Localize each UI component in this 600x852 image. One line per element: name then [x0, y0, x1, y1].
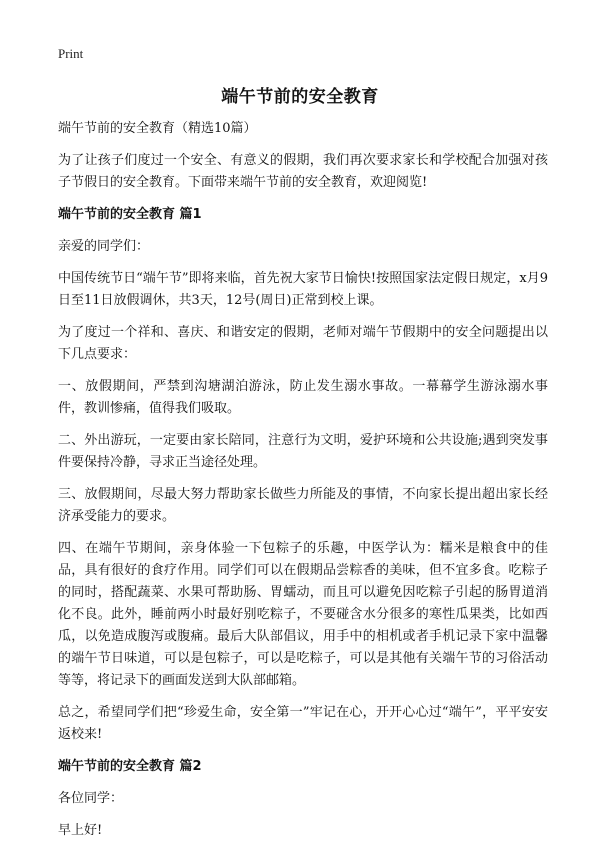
article-intro: 为了让孩子们度过一个安全、有意义的假期，我们再次要求家长和学校配合加强对孩子节假日的安全教育。下面带来端午节前的安全教育，欢迎阅览!	[58, 153, 548, 190]
page-title: 端午节前的安全教育	[221, 87, 379, 107]
print-link[interactable]: Print	[58, 46, 84, 61]
paragraph: 三、放假期间，尽最大努力帮助家长做些力所能及的事情，不向家长提出超出家长经济承受能力的要求。	[58, 487, 548, 524]
paragraph: 早上好!	[58, 823, 103, 838]
paragraph: 一、放假期间，严禁到沟塘湖泊游泳，防止发生溺水事故。一幕幕学生游泳溺水事件，教训惨痛，值得我们吸取。	[58, 379, 548, 416]
paragraph: 二、外出游玩，一定要由家长陪同，注意行为文明，爱护环境和公共设施;遇到突发事件要保持冷静，寻求正当途径处理。	[58, 433, 548, 470]
article-subtitle: 端午节前的安全教育（精选10篇）	[58, 121, 257, 136]
paragraph: 四、在端午节期间，亲身体验一下包粽子的乐趣，中医学认为：糯米是粮食中的佳品，具有很好的食疗作用。同学们可以在假期品尝粽香的美味，但不宜多食。吃粽子的同时，搭配蔬菜、水果可帮助肠、胃蠕动，而且可以避免因吃粽子引起的肠胃道消化不良。此外，睡前两小时最好别吃粽子，不要碰含水分很多的寒性瓜果类，比如西瓜，以免造成腹泻或腹痛。最后大队部倡议，用手中的相机或者手机记录下家中温馨的端午节日味道，可以是包粽子，可以是吃粽子，可以是其他有关端午节的习俗活动等等，将记录下的画面发送到大队部邮箱。	[58, 541, 548, 688]
paragraph: 中国传统节日“端午节”即将来临，首先祝大家节日愉快!按照国家法定假日规定，x月9日至11日放假调休，共3天，12号(周日)正常到校上课。	[58, 271, 548, 308]
paragraph: 总之，希望同学们把“珍爱生命，安全第一”牢记在心，开开心心过“端午”，平平安安返校来!	[58, 705, 548, 742]
section-heading-2: 端午节前的安全教育 篇2	[58, 759, 202, 774]
paragraph: 亲爱的同学们：	[58, 239, 150, 254]
article-body	[58, 118, 548, 852]
section-heading-1: 端午节前的安全教育 篇1	[58, 207, 202, 222]
paragraph: 为了度过一个祥和、喜庆、和谐安定的假期，老师对端午节假期中的安全问题提出以下几点要求：	[58, 325, 548, 362]
paragraph: 各位同学：	[58, 791, 124, 806]
